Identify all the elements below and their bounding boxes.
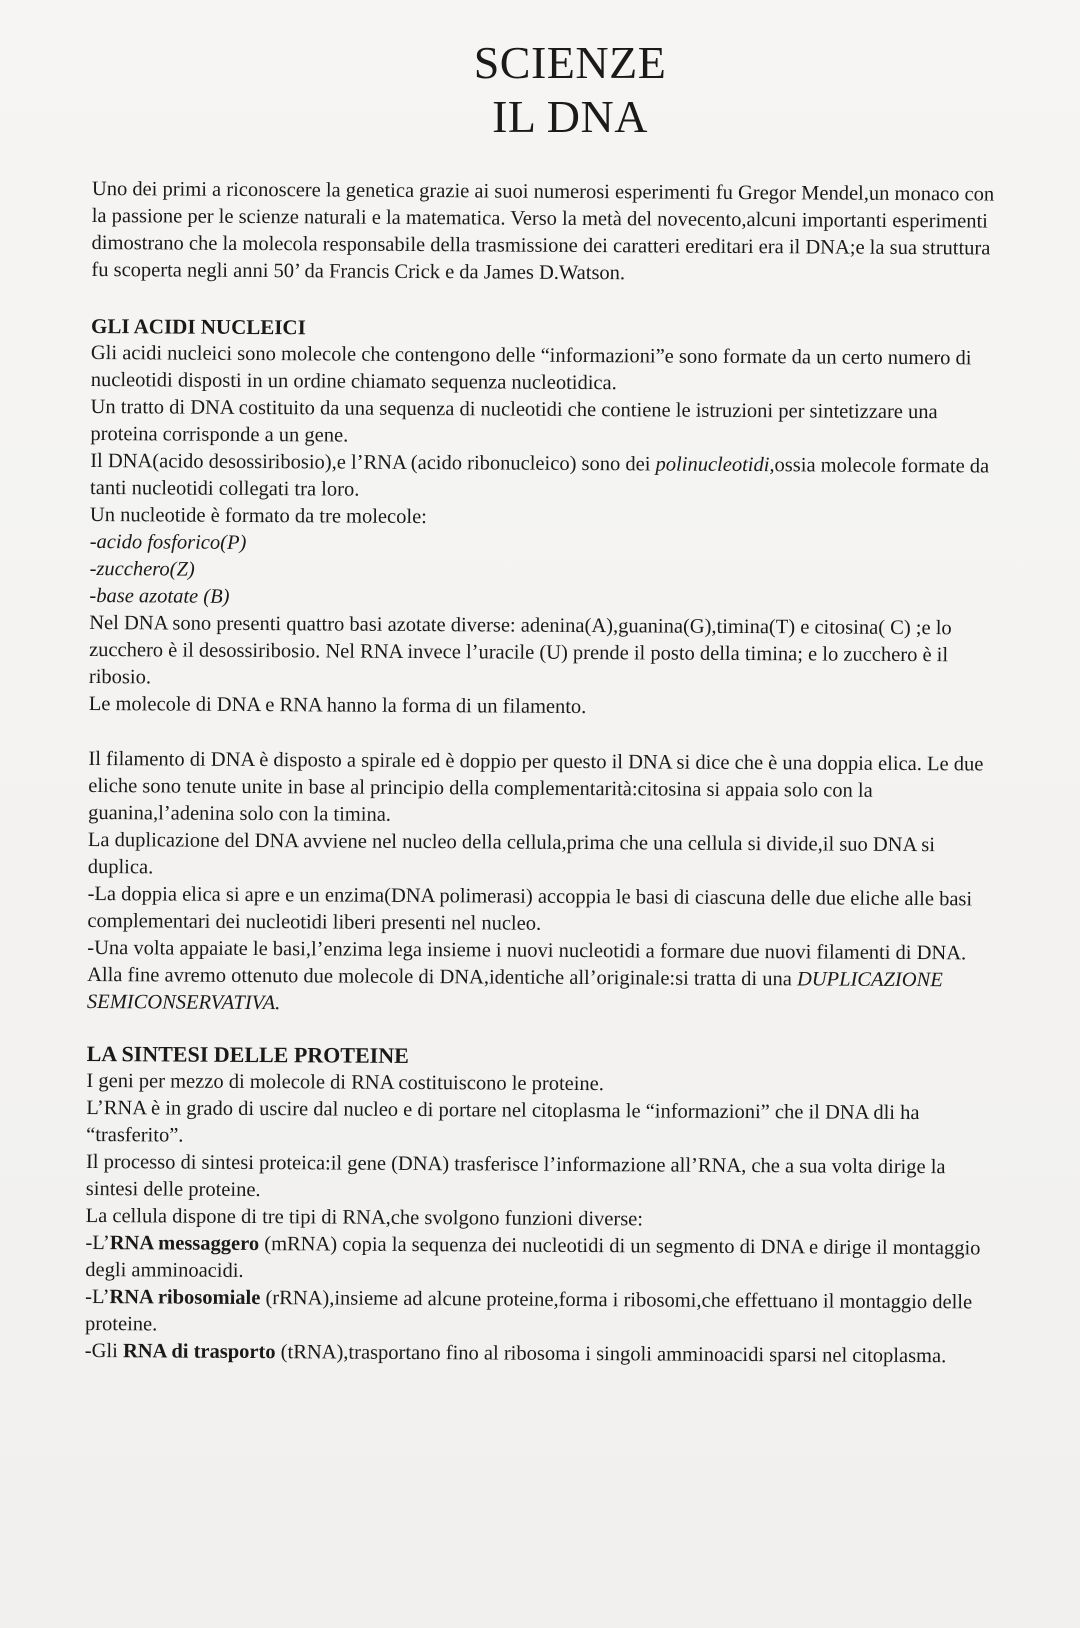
rna-type-item	[85, 1284, 995, 1344]
list-item: -base azotate (B)	[89, 584, 230, 608]
list-item: -zucchero(Z)	[89, 557, 195, 581]
text-span: -L’	[85, 1231, 110, 1255]
section-heading-sintesi-proteine: LA SINTESI DELLE PROTEINE	[86, 1040, 409, 1068]
title-block	[0, 36, 1080, 144]
paragraph: Nel DNA sono presenti quattro basi azotate diverse: adenina(A),guanina(G),timina(T) e citosina( C) ;e lo zucchero è il desossiribosio. Nel RNA invece l’uracile (U) prende il posto della timina; e lo zucchero è il ribosio.	[88, 611, 952, 689]
paragraph: Un nucleotide è formato da tre molecole:	[89, 503, 427, 529]
italic-term: DUPLICAZIONE SEMICONSERVATIVA.	[86, 968, 943, 1015]
text-span: -Gli	[84, 1339, 124, 1363]
document-body	[85, 176, 1002, 1371]
rna-type-item	[85, 1338, 995, 1371]
bold-term: RNA messaggero	[109, 1232, 260, 1256]
section-heading-acidi-nucleici: GLI ACIDI NUCLEICI	[91, 313, 306, 340]
paragraph: Le molecole di DNA e RNA hanno la forma di un filamento.	[88, 692, 587, 719]
text-span: (tRNA),trasportano fino al ribosoma i singoli amminoacidi sparsi nel citoplasma.	[275, 1341, 947, 1368]
title-subject: SCIENZE	[473, 37, 667, 88]
paragraph: I geni per mezzo di molecole di RNA costituiscono le proteine.	[86, 1069, 605, 1096]
paragraph: La duplicazione del DNA avviene nel nucleo della cellula,prima che una cellula si divide,il suo DNA si duplica.	[87, 828, 936, 879]
rna-type-item	[85, 1230, 995, 1290]
text-span: -Una volta appaiate le basi,l’enzima lega insieme i nuovi nucleotidi a formare due nuovi filamenti di DNA. Alla fine avremo ottenuto due molecole di DNA,identiche all’originale:si tratta di una	[87, 936, 967, 991]
list-item: -acido fosforico(P)	[89, 530, 247, 554]
bold-term: RNA ribosomiale	[109, 1286, 261, 1310]
paragraph: La cellula dispone di tre tipi di RNA,che svolgono funzioni diverse:	[85, 1204, 644, 1231]
paragraph: -La doppia elica si apre e un enzima(DNA polimerasi) accoppia le basi di ciascuna delle due eliche alle basi complementari dei nucleotidi liberi presenti nel nucleo.	[87, 882, 973, 935]
paragraph: Gli acidi nucleici sono molecole che contengono delle “informazioni”e sono formate da un certo numero di nucleotidi disposti in un ordine chiamato sequenza nucleotidica.	[90, 341, 972, 395]
paragraph: Il processo di sintesi proteica:il gene (DNA) trasferisce l’informazione all’RNA, che a sua volta dirige la sintesi delle proteine.	[85, 1150, 946, 1202]
title-topic: IL DNA	[492, 91, 648, 142]
text-span: Il DNA(acido desossiribosio),e l’RNA (acido ribonucleico) sono dei	[90, 449, 656, 476]
text-span: (mRNA) copia la sequenza dei nucleotidi di un segmento di DNA e dirige il montaggio degli amminoacidi.	[85, 1233, 981, 1282]
paragraph: Il filamento di DNA è disposto a spirale ed è doppio per questo il DNA si dice che è una doppia elica. Le due eliche sono tenute unite in base al principio della complementarità:citosina si appaia solo con la guanina,l’adenina solo con la timina.	[88, 747, 984, 826]
paragraph: Un tratto di DNA costituito da una sequenza di nucleotidi che contiene le istruzioni per sintetizzare una proteina corrisponde a un gene.	[90, 395, 938, 447]
paragraph: L’RNA è in grado di uscire dal nucleo e di portare nel citoplasma le “informazioni” che il DNA dli ha “trasferito”.	[86, 1096, 920, 1147]
text-span: ossia molecole formate da tanti nucleotidi collegati tra loro.	[90, 454, 990, 501]
text-span: -L’	[85, 1285, 110, 1309]
paragraph	[90, 448, 1000, 508]
italic-term: polinucleotidi,	[655, 453, 775, 477]
paragraph	[87, 935, 997, 1022]
text-span: (rRNA),insieme ad alcune proteine,forma i ribosomi,che effettuano il montaggio delle proteine.	[84, 1287, 973, 1336]
intro-paragraph: Uno dei primi a riconoscere la genetica grazie ai suoi numerosi esperimenti fu Gregor Mendel,un monaco con la passione per le scienze naturali e la matematica. Verso la metà del novecento,alcuni importanti esperimenti dimostrano che la molecola responsabile della trasmissione dei caratteri ereditari era il DNA;e la sua struttura fu scoperta negli anni 50’ da Francis Crick e da James D.Watson.	[91, 177, 995, 285]
bold-term: RNA di trasporto	[122, 1340, 276, 1364]
